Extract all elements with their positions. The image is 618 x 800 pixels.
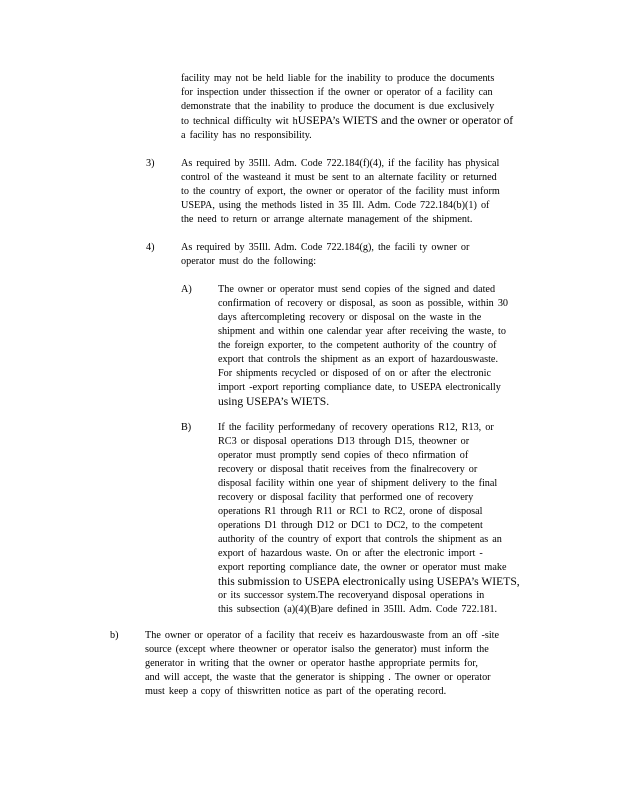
text-line: operator must promptly send copies of theco nfirmation of [218, 450, 469, 461]
text-line: using USEPA’s WIETS. [218, 395, 330, 408]
text-line: As required by 35Ill. Adm. Code 722.184(g), the facili ty owner or [181, 242, 470, 253]
item-b-lower-marker: b) [110, 630, 119, 641]
text-line: disposal facility within one year of shipment delivery to the final [218, 478, 498, 489]
text-line: to the country of export, the owner or operator of the facility must inform [181, 186, 500, 197]
item-b-paragraph [218, 421, 520, 617]
text-line: or its successor system.The recoveryand disposal operations in [218, 590, 485, 601]
text-line: the need to return or arrange alternate management of the shipment. [181, 214, 473, 225]
text-line: confirmation of recovery or disposal, as soon as possible, within 30 [218, 298, 509, 309]
text-line: For shipments recycled or disposed of on or after the electronic [218, 368, 492, 379]
text-line: import -export reporting compliance date, to USEPA electronically [218, 382, 501, 393]
text-line: must keep a copy of thiswritten notice as part of the operating record. [145, 686, 447, 697]
text-line [181, 114, 513, 129]
text-line: this subsection (a)(4)(B)are defined in 35Ill. Adm. Code 722.181. [218, 604, 498, 615]
text-line: a facility has no responsibility. [181, 130, 312, 141]
text-line: and will accept, the waste that the generator is shipping . The owner or operator [145, 672, 491, 683]
text-line: The owner or operator must send copies of the signed and dated [218, 284, 496, 295]
text-line: operations D1 through D12 or DC1 to DC2, to the competent [218, 520, 483, 531]
text-line: As required by 35Ill. Adm. Code 722.184(f)(4), if the facility has physical [181, 158, 500, 169]
text-line: operator must do the following: [181, 256, 317, 267]
item-3-marker: 3) [146, 158, 155, 169]
text-line: for inspection under thissection if the owner or operator of a facility can [181, 87, 493, 98]
text-line: days aftercompleting recovery or disposal on the waste in the [218, 312, 482, 323]
text-line-head: to technical difficulty wit h [181, 116, 298, 127]
text-line: shipment and within one calendar year after receiving the waste, to [218, 326, 506, 337]
text-line: this submission to USEPA electronically using USEPA’s WIETS, [218, 575, 520, 588]
text-line: USEPA, using the methods listed in 35 Ill. Adm. Code 722.184(b)(1) of [181, 200, 490, 211]
item-b-marker: B) [181, 422, 192, 433]
item-b-lower-paragraph [145, 629, 499, 699]
text-line: source (except where theowner or operator isalso the generator) must inform the [145, 644, 489, 655]
text-line: RC3 or disposal operations D13 through D15, theowner or [218, 436, 470, 447]
text-line: export reporting compliance date, the owner or operator must make [218, 562, 507, 573]
text-line: control of the wasteand it must be sent to an alternate facility or returned [181, 172, 497, 183]
text-line: recovery or disposal thatit receives from the finalrecovery or [218, 464, 478, 475]
continuation-paragraph [181, 72, 513, 143]
text-line-tail: USEPA’s WIETS and the owner or operator of [297, 114, 514, 127]
item-4-marker: 4) [146, 242, 155, 253]
text-line: generator in writing that the owner or operator hasthe appropriate permits for, [145, 658, 478, 669]
text-line: demonstrate that the inability to produce the document is due exclusively [181, 101, 495, 112]
text-line: If the facility performedany of recovery operations R12, R13, or [218, 422, 494, 433]
text-line: the foreign exporter, to the competent authority of the country of [218, 340, 497, 351]
item-4-paragraph [181, 241, 469, 269]
item-a-marker: A) [181, 284, 192, 295]
text-line: operations R1 through R11 or RC1 to RC2, orone of disposal [218, 506, 483, 517]
text-line: recovery or disposal facility that performed one of recovery [218, 492, 474, 503]
item-3-paragraph [181, 157, 500, 227]
text-line: authority of the country of export that controls the shipment as an [218, 534, 502, 545]
text-line: facility may not be held liable for the inability to produce the documents [181, 73, 495, 84]
item-a-paragraph [218, 283, 508, 409]
text-line: export that controls the shipment as an export of hazardouswaste. [218, 354, 498, 365]
text-line: The owner or operator of a facility that receiv es hazardouswaste from an off -site [145, 630, 500, 641]
text-line: export of hazardous waste. On or after the electronic import - [218, 548, 483, 559]
